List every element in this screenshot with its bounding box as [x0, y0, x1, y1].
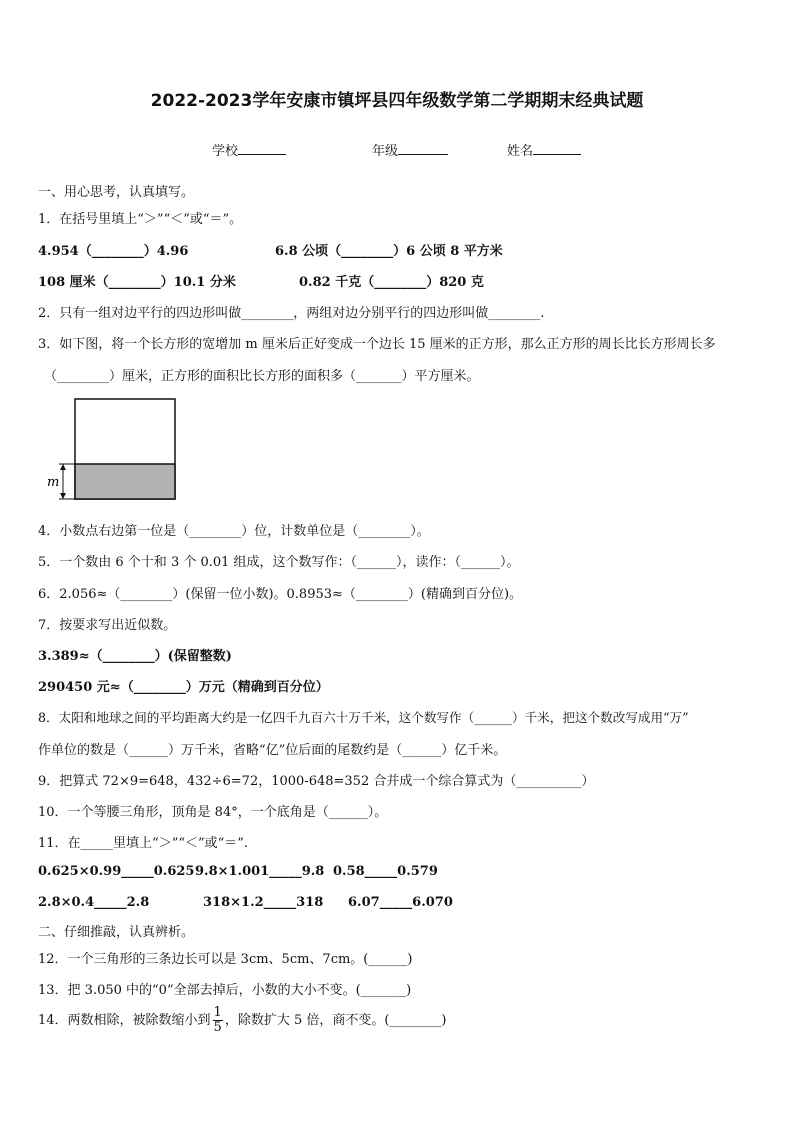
page-title: 2022-2023学年安康市镇坪县四年级数学第二学期期末经典试题: [150, 91, 644, 111]
question-11c: 0.58_____0.579: [333, 864, 438, 879]
question-14: 14．两数相除，被除数缩小到 $\frac{1}{5}$ ，除数扩大 5 倍，商不变。(________): [38, 1005, 447, 1035]
question-13: 13．把 3.050 中的“0”全部去掉后，小数的大小不变。(_______): [38, 983, 412, 998]
question-1a: 4.954（________）4.96: [38, 244, 189, 259]
question-7: 7．按要求写出近似数。: [38, 618, 177, 633]
question-7b: 290450 元≈（________）万元（精确到百分位）: [38, 680, 329, 695]
question-8-line-1: 8．太阳和地球之间的平均距离大约是一亿四千九百六十万千米，这个数写作（______）千米，把这个数改写成用“万”: [38, 710, 689, 725]
question-7a: 3.389≈（________）(保留整数): [38, 649, 232, 664]
question-9: 9．把算式 72×9=648，432÷6=72，1000-648=352 合并成一个综合算式为（__________）: [38, 774, 595, 789]
question-4: 4．小数点右边第一位是（________）位，计数单位是（________）。: [38, 524, 430, 539]
question-1c: 108 厘米（________）10.1 分米: [38, 275, 236, 290]
rectangle-figure: [44, 396, 184, 504]
question-1d: 0.82 千克（________）820 克: [299, 275, 484, 290]
arrow-down-icon: [60, 493, 66, 499]
arrow-up-icon: [60, 464, 66, 470]
question-10: 10．一个等腰三角形，顶角是 84°，一个底角是（______）。: [38, 805, 388, 820]
school-blank[interactable]: [238, 142, 286, 155]
question-11f: 6.07_____6.070: [348, 895, 453, 910]
question-3-line-1: 3．如下图，将一个长方形的宽增加 m 厘米后正好变成一个边长 15 厘米的正方形，那么正方形的周长比长方形周长多: [38, 337, 716, 352]
question-12: 12．一个三角形的三条边长可以是 3cm、5cm、7cm。(______): [38, 952, 413, 967]
question-8-line-2: 作单位的数是（______）万千米，省略“亿”位后面的尾数约是（______）亿千米。: [38, 743, 507, 758]
grade-blank[interactable]: [398, 142, 448, 155]
question-11: 11．在_____里填上“＞”“＜”或“＝”.: [38, 836, 249, 851]
name-blank[interactable]: [533, 142, 581, 155]
question-1b: 6.8 公顷（________）6 公顷 8 平方米: [275, 244, 503, 259]
section-2-heading: 二、仔细推敲，认真辨析。: [38, 925, 195, 940]
question-5: 5．一个数由 6 个十和 3 个 0.01 组成，这个数写作：（______），读作：（______）。: [38, 555, 520, 570]
grade-field: 年级: [372, 140, 448, 159]
question-11b: 9.8×1.001_____9.8: [195, 864, 325, 879]
question-11a: 0.625×0.99_____0.625: [38, 864, 195, 879]
section-1-heading: 一、用心思考，认真填写。: [38, 185, 195, 200]
school-field: 学校: [212, 140, 286, 159]
m-label: m: [47, 475, 60, 490]
question-6: 6．2.056≈（________）(保留一位小数)。0.8953≈（________）(精确到百分位)。: [38, 587, 523, 602]
question-11e: 318×1.2_____318: [203, 895, 324, 910]
question-11d: 2.8×0.4_____2.8: [38, 895, 150, 910]
question-1: 1．在括号里填上“＞”“＜”或“＝”。: [38, 212, 243, 227]
added-strip: [75, 464, 175, 499]
question-3-line-2: （________）厘米，正方形的面积比长方形的面积多（_______）平方厘米。: [44, 369, 480, 384]
name-field: 姓名: [507, 140, 581, 159]
fraction-one-fifth: $\frac{1}{5}$: [213, 1005, 222, 1035]
question-2: 2．只有一组对边平行的四边形叫做________，两组对边分别平行的四边形叫做________.: [38, 306, 545, 321]
